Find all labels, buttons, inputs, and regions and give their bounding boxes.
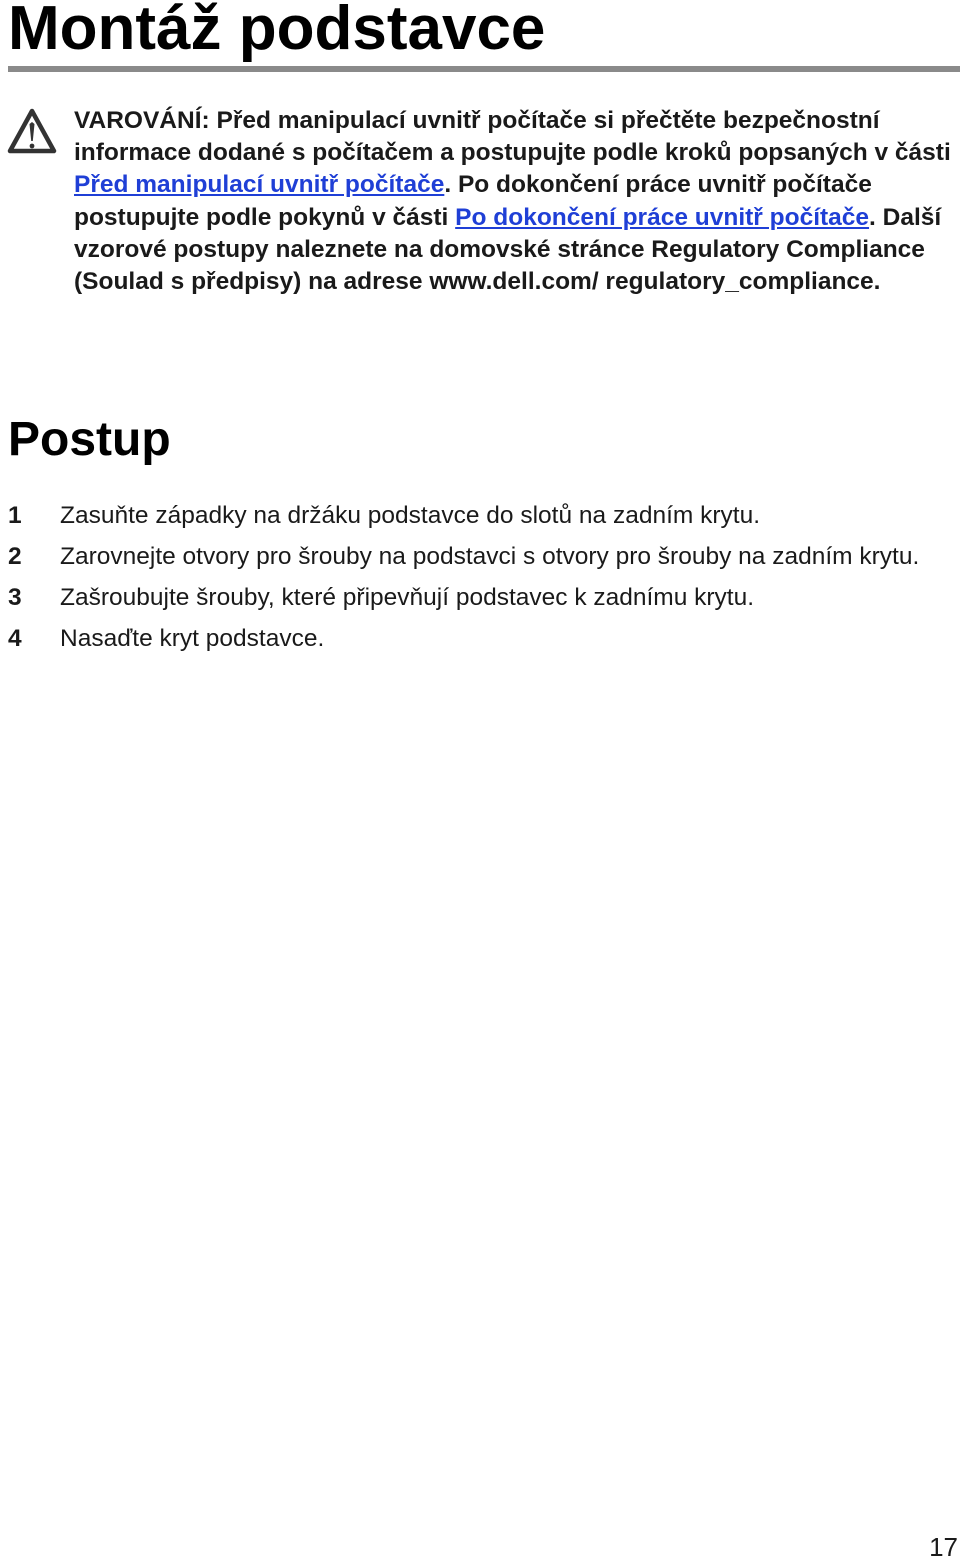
warning-text-part-1: Před manipulací uvnitř počítače si přečtěte bezpečnostní informace dodané s počítačem a postupujte podle kroků popsaných v části <box>74 107 951 167</box>
page-title: Montáž podstavce <box>8 0 546 63</box>
warning-label: VAROVÁNÍ: <box>74 107 210 134</box>
warning-notice <box>74 105 958 298</box>
step-number: 3 <box>8 584 22 611</box>
title-divider <box>8 66 960 72</box>
step-text: Zašroubujte šrouby, které připevňují podstavec k zadnímu krytu. <box>60 584 755 611</box>
page-number: 17 <box>929 1532 958 1562</box>
before-working-inside-link[interactable]: Před manipulací uvnitř počítače <box>74 171 445 199</box>
section-heading-procedure: Postup <box>8 413 171 466</box>
warning-text-part-2: . Po dokončení práce uvnitř počítače postupujte podle pokynů v části <box>74 171 872 231</box>
step-text: Nasaďte kryt podstavce. <box>60 625 325 652</box>
step-text: Zasuňte západky na držáku podstavce do slotů na zadním krytu. <box>60 502 761 529</box>
step-number: 1 <box>8 502 22 529</box>
step-item <box>8 623 948 656</box>
procedure-steps <box>8 500 948 664</box>
step-number: 4 <box>8 625 22 652</box>
warning-triangle-icon <box>7 108 57 154</box>
step-text: Zarovnejte otvory pro šrouby na podstavci s otvory pro šrouby na zadním krytu. <box>60 543 920 570</box>
step-item <box>8 582 948 615</box>
step-number: 2 <box>8 543 22 570</box>
step-item <box>8 541 948 574</box>
step-item <box>8 500 948 533</box>
after-working-inside-link[interactable]: Po dokončení práce uvnitř počítače <box>455 203 870 231</box>
warning-text-part-3: . Další vzorové postupy naleznete na domovské stránce Regulatory Compliance (Soulad s předpisy) na adrese www.dell.com/ regulatory_compliance. <box>74 203 942 296</box>
